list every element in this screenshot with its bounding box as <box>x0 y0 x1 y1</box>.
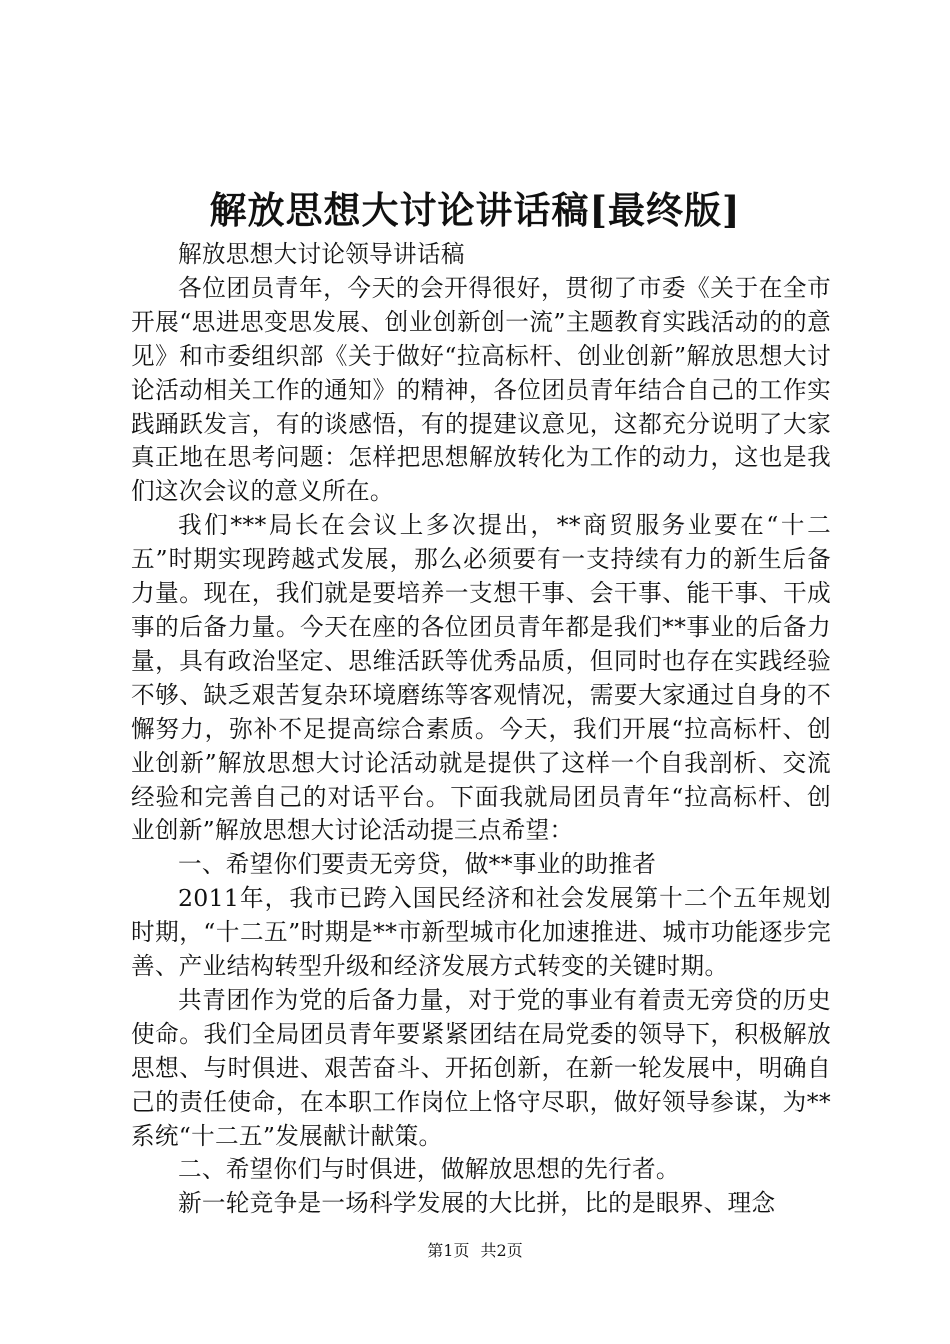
section-heading: 二、希望你们与时俱进，做解放思想的先行者。 <box>178 1155 680 1184</box>
body-paragraph: 新一轮竞争是一场科学发展的大比拼，比的是眼界、理念 <box>178 1189 776 1218</box>
page-number: 第1页 <box>427 1241 470 1260</box>
page-total: 共2页 <box>480 1241 523 1260</box>
subtitle-paragraph: 解放思想大讨论领导讲话稿 <box>178 240 465 268</box>
body-paragraph: 我们***局长在会议上多次提出，**商贸服务业要在“十二五”时期实现跨越式发展，那么必须要有一支持续有力的新生后备力量。现在，我们就是要培养一支想干事、会干事、能干事、干成事的后备力量。今天在座的各位团员青年都是我们**事业的后备力量，具有政治坚定、思维活跃等优秀品质，但同时也存在实践经验不够、缺乏艰苦复杂环境磨练等客观情况，需要大家通过自身的不懈努力，弥补不足提高综合素质。今天，我们开展“拉高标杆、创业创新”解放思想大讨论活动就是提供了这样一个自我剖析、交流经验和完善自己的对话平台。下面我就局团员青年“拉高标杆、创业创新”解放思想大讨论活动提三点希望： <box>131 511 831 845</box>
body-paragraph: 各位团员青年，今天的会开得很好，贯彻了市委《关于在全市开展“思进思变思发展、创业创新创一流”主题教育实践活动的的意见》和市委组织部《关于做好“拉高标杆、创业创新”解放思想大讨论活动相关工作的通知》的精神，各位团员青年结合自己的工作实践踊跃发言，有的谈感悟，有的提建议意见，这都充分说明了大家真正地在思考问题：怎样把思想解放转化为工作的动力，这也是我们这次会议的意义所在。 <box>131 273 831 506</box>
body-paragraph: 2011年，我市已跨入国民经济和社会发展第十二个五年规划时期，“十二五”时期是**市新型城市化加速推进、城市功能逐步完善、产业结构转型升级和经济发展方式转变的关键时期。 <box>131 884 831 981</box>
document-title: 解放思想大讨论讲话稿[最终版] <box>209 188 741 232</box>
document-body <box>131 238 831 1221</box>
body-paragraph: 共青团作为党的后备力量，对于党的事业有着责无旁贷的历史使命。我们全局团员青年要紧紧团结在局党委的领导下，积极解放思想、与时俱进、艰苦奋斗、开拓创新，在新一轮发展中，明确自己的责任使命，在本职工作岗位上恪守尽职，做好领导参谋，为**系统“十二五”发展献计献策。 <box>131 985 831 1150</box>
page-footer <box>0 1241 950 1261</box>
section-heading: 一、希望你们要责无旁贷，做**事业的助推者 <box>178 850 657 879</box>
